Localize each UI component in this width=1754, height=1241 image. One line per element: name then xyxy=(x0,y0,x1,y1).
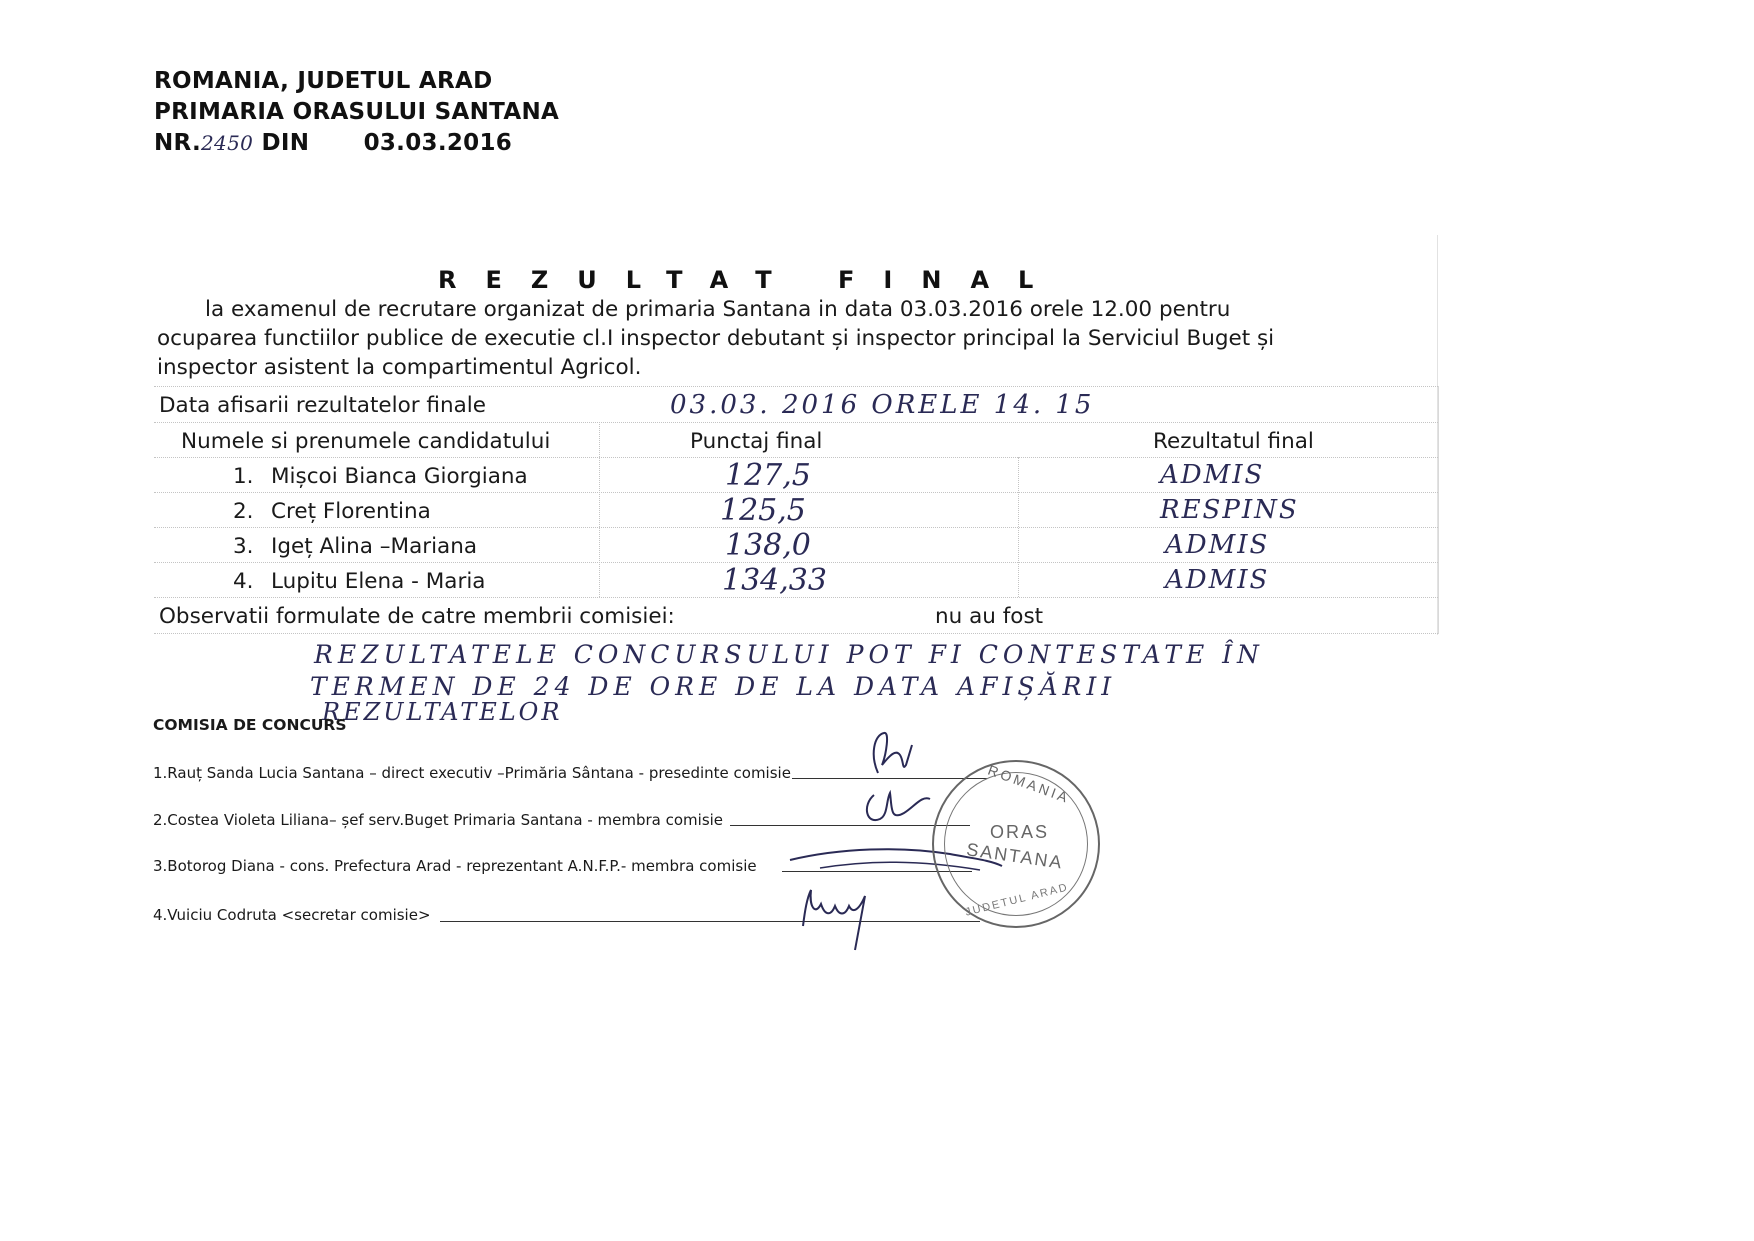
intro-paragraph xyxy=(157,295,1387,382)
intro-line-1: la examenul de recrutare organizat de primaria Santana in data 03.03.2016 orele 12.00 pentru xyxy=(205,297,1231,322)
handwritten-note-line-1: REZULTATELE CONCURSULUI POT FI CONTESTATE ÎN xyxy=(314,640,1264,669)
table-line xyxy=(154,386,1438,387)
row-number: 4. xyxy=(233,569,254,594)
table-line xyxy=(154,633,1438,634)
din-label: DIN xyxy=(261,130,310,156)
col-header-score: Punctaj final xyxy=(690,429,823,454)
observations-value: nu au fost xyxy=(935,604,1044,629)
seal-top-text: ROMANIA xyxy=(985,761,1073,807)
commission-member-3: 3.Botorog Diana - cons. Prefectura Arad - reprezentant A.N.F.P.- membra comisie xyxy=(153,857,757,875)
candidate-result: RESPINS xyxy=(1160,495,1299,525)
seal-bottom-text: JUDETUL ARAD xyxy=(964,881,1070,919)
row-number: 1. xyxy=(233,464,254,489)
candidate-score: 127,5 xyxy=(725,458,811,493)
observations-label: Observatii formulate de catre membrii comisiei: xyxy=(159,604,675,629)
seal-middle-1: ORAS xyxy=(990,822,1050,842)
nr-prefix: NR. xyxy=(154,130,202,156)
header-county: ROMANIA, JUDETUL ARAD xyxy=(154,68,493,94)
signature-1-icon xyxy=(860,725,920,785)
signature-line xyxy=(440,921,980,922)
seal-middle-2: SANTANA xyxy=(965,839,1065,873)
table-col-divider xyxy=(1018,457,1019,597)
display-date-label: Data afisarii rezultatelor finale xyxy=(159,393,486,418)
commission-member-4: 4.Vuiciu Codruta <secretar comisie> xyxy=(153,906,431,924)
header-city-hall: PRIMARIA ORASULUI SANTANA xyxy=(154,99,560,125)
signature-4-icon xyxy=(795,880,885,952)
candidate-result: ADMIS xyxy=(1165,530,1270,560)
commission-member-1: 1.Rauț Sanda Lucia Santana – direct executiv –Primăria Sântana - presedinte comisie xyxy=(153,764,791,782)
candidate-name: Igeț Alina –Mariana xyxy=(271,534,478,559)
candidate-result: ADMIS xyxy=(1165,565,1270,595)
document-title: REZULTAT FINAL xyxy=(438,266,1063,294)
official-seal xyxy=(932,760,1100,928)
header-registration xyxy=(154,130,512,156)
candidate-score: 138,0 xyxy=(725,528,811,563)
intro-line-2: ocuparea functiilor publice de executie cl.I inspector debutant și inspector principal la Serviciul Buget și xyxy=(157,326,1275,351)
candidate-result: ADMIS xyxy=(1160,460,1265,490)
candidate-score: 134,33 xyxy=(722,563,827,598)
row-number: 2. xyxy=(233,499,254,524)
nr-handwritten: 2450 xyxy=(201,131,254,155)
handwritten-note-line-2: TERMEN DE 24 DE ORE DE LA DATA AFIȘĂRII xyxy=(310,672,1117,701)
candidate-name: Lupitu Elena - Maria xyxy=(271,569,486,594)
commission-title: COMISIA DE CONCURS xyxy=(153,716,347,734)
display-date-handwritten: 03.03. 2016 ORELE 14. 15 xyxy=(670,390,1095,420)
commission-member-2: 2.Costea Violeta Liliana– șef serv.Buget Primaria Santana - membra comisie xyxy=(153,811,724,829)
intro-line-3: inspector asistent la compartimentul Agricol. xyxy=(157,355,642,380)
row-number: 3. xyxy=(233,534,254,559)
col-header-result: Rezultatul final xyxy=(1153,429,1314,454)
table-col-divider xyxy=(599,422,600,597)
table-line xyxy=(154,422,1438,423)
candidate-name: Mișcoi Bianca Giorgiana xyxy=(271,464,528,489)
col-header-name: Numele si prenumele candidatului xyxy=(181,429,551,454)
candidate-name: Creț Florentina xyxy=(271,499,431,524)
header-date: 03.03.2016 xyxy=(363,130,513,156)
candidate-score: 125,5 xyxy=(720,493,806,528)
handwritten-note-line-3: REZULTATELOR xyxy=(322,698,563,726)
